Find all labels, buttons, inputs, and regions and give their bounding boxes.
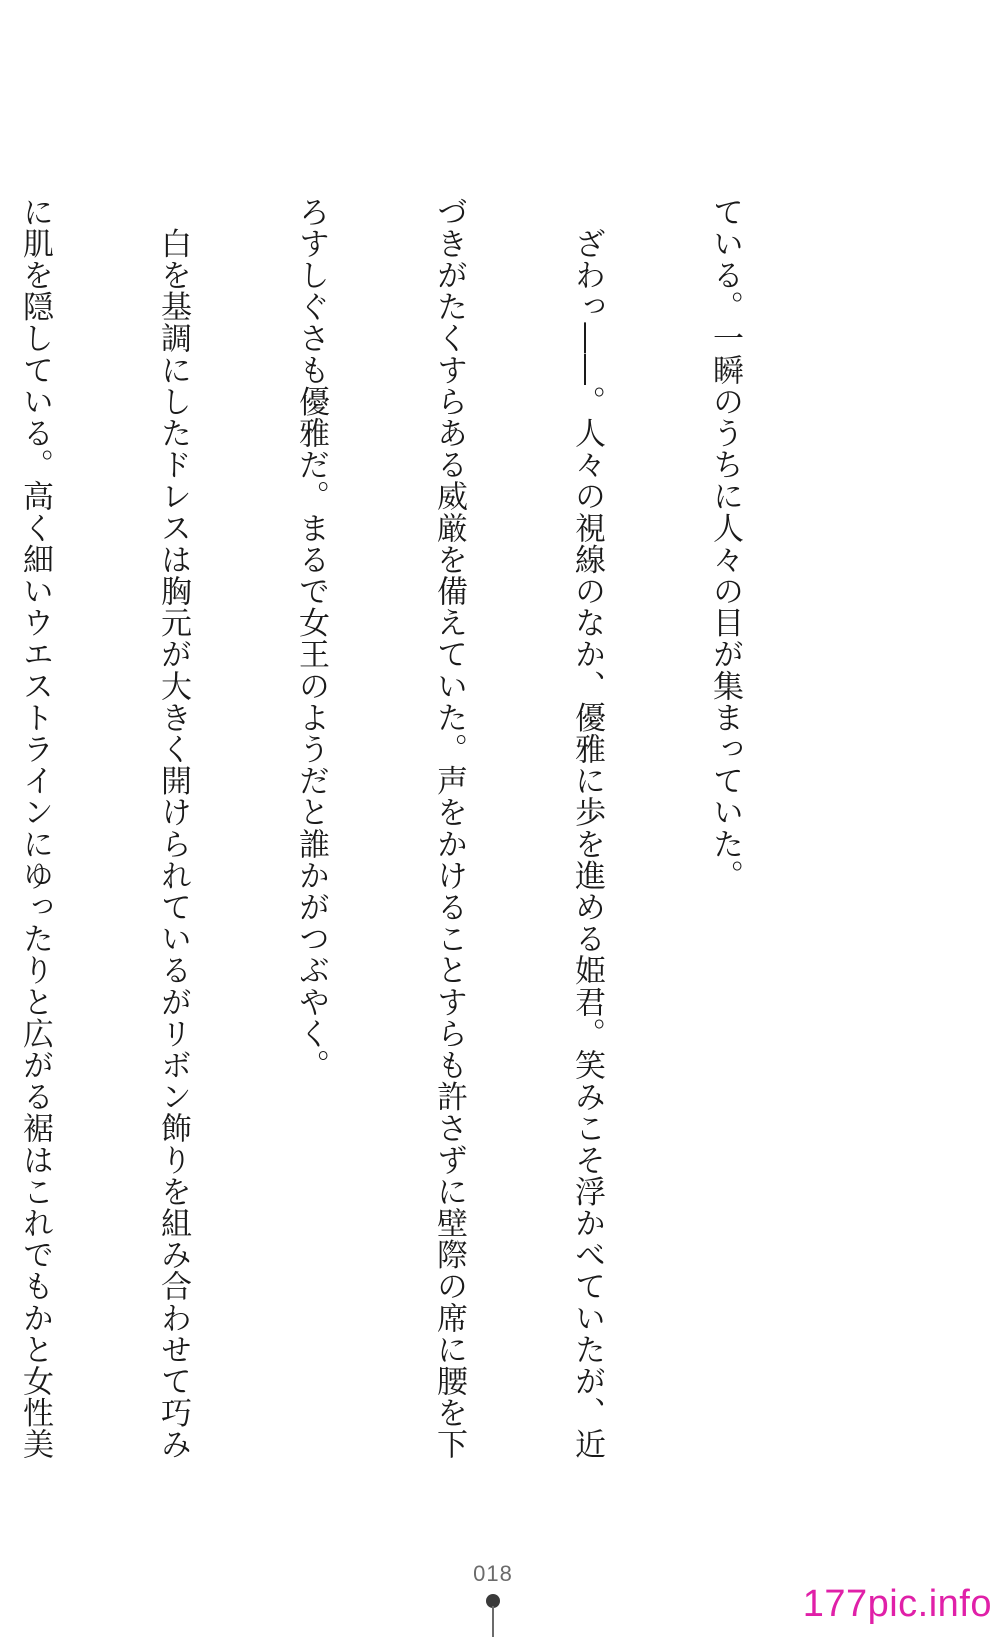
vertical-body-text <box>0 196 840 1460</box>
watermark-text: 177pic.info <box>802 1583 992 1625</box>
page-number: 018 <box>473 1561 513 1586</box>
text-line: ろすしぐさも優雅だ。まるで女王のようだと誰かがつぶやく。 <box>293 196 329 1081</box>
text-line: 白を基調にしたドレスは胸元が大きく開けられているがリボン飾りを組み合わせて巧み <box>155 196 191 1460</box>
text-line: に肌を隠している。高く細いウエストラインにゆったりと広がる裾はこれでもかと女性美 <box>17 196 53 1460</box>
text-line: ざわっ――。人々の視線のなか、優雅に歩を進める姫君。笑みこそ浮かべていたが、近 <box>569 196 605 1460</box>
text-line: づきがたくすらある威厳を備えていた。声をかけることすらも許さずに壁際の席に腰を下 <box>431 196 467 1460</box>
page-marker-stem <box>492 1606 494 1637</box>
text-line: ている。一瞬のうちに人々の目が集まっていた。 <box>707 196 743 892</box>
